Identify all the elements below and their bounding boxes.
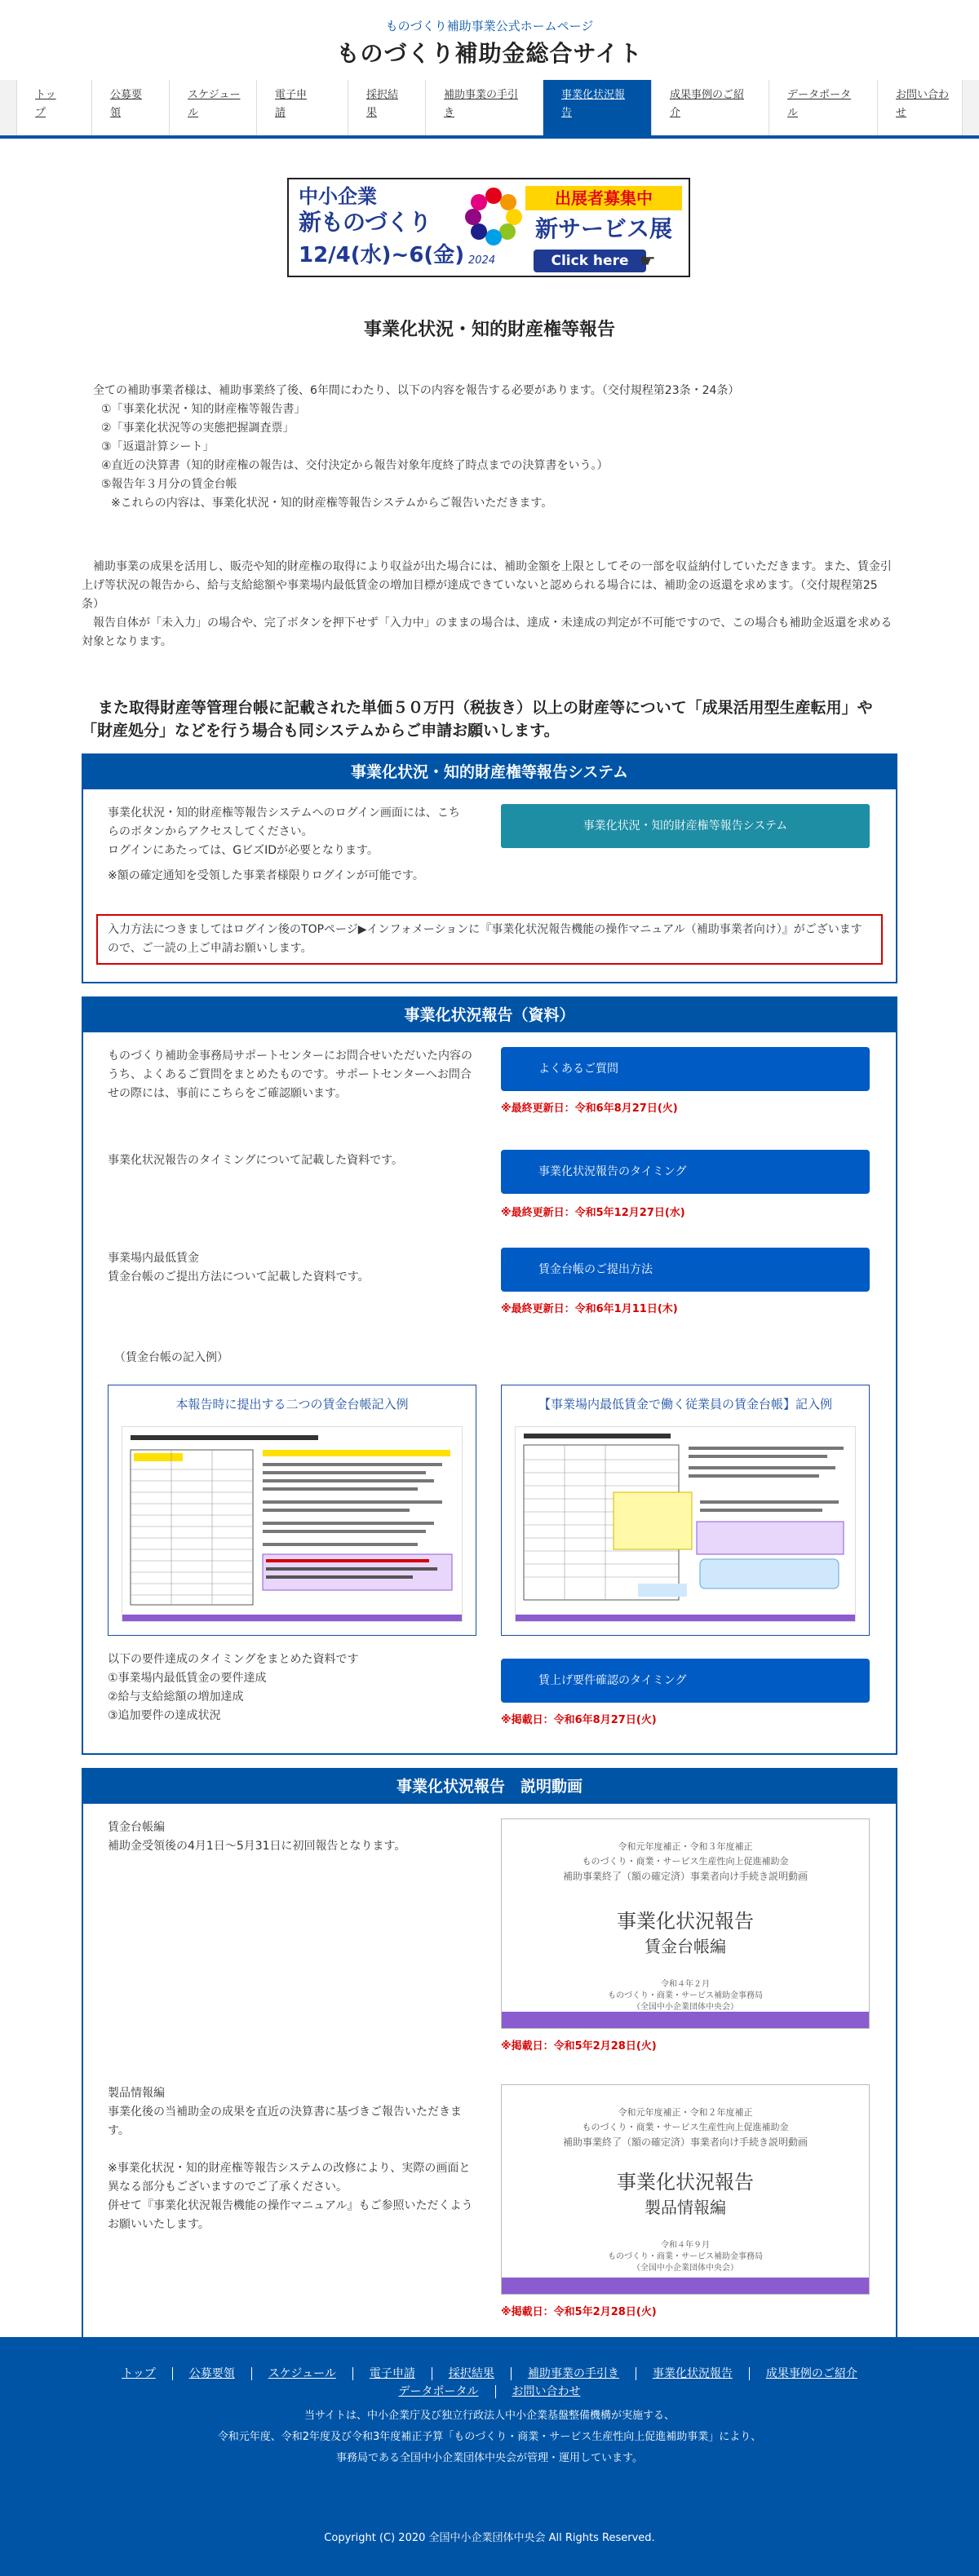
manual-notice: 入力方法につきましてはログイン後のTOPページ▶インフォメーションに『事業化状況報告機能の操作マニュアル（補助事業者向け）』がございますので、ご一読の上ご申請お願いします。 <box>96 914 883 965</box>
site-footer <box>0 2337 979 2576</box>
intro-section <box>93 382 893 513</box>
footer-note-line: 令和元年度、令和2年度及び令和3年度補正予算「ものづくり・商業・サービス生産性向上促進補助事業」により、 <box>217 2431 762 2443</box>
nav-item-handbook[interactable]: 補助事業の手引 き <box>425 80 543 135</box>
footer-nav <box>82 2365 897 2401</box>
nav-item-business-report[interactable]: 事業化状況報 告 <box>543 80 651 135</box>
report-documents-box <box>82 996 897 1755</box>
raise-text: 以下の要件達成のタイミングをまとめた資料です <box>108 1653 359 1666</box>
hand-cursor-icon: ☛ <box>640 251 656 272</box>
video-bar <box>502 2278 869 2294</box>
nav-item-schedule[interactable]: スケジュー ル <box>169 80 256 135</box>
report-system-box <box>82 753 897 983</box>
repayment-section <box>82 558 894 652</box>
sample-document-image <box>122 1426 463 1622</box>
sample-label: （賃金台帳の記入例） <box>114 1351 228 1364</box>
wage-text: 事業場内最低賃金 <box>108 1252 199 1265</box>
banner-line2: 新ものづくり <box>299 209 432 236</box>
wage-video-update-date: ※掲載日：令和5年2月28日(火) <box>501 2040 657 2052</box>
footer-link-handbook[interactable]: 補助事業の手引き <box>511 2367 636 2380</box>
intro-item: ①「事業化状況・知的財産権等報告書」 <box>101 403 306 416</box>
footer-note-line: 事務局である全国中小企業団体中央会が管理・運用しています。 <box>336 2452 643 2464</box>
wage-ledger-button[interactable]: 賃金台帳のご提出方法 <box>501 1248 870 1292</box>
raise-text: ②給与支給総額の増加達成 <box>108 1690 244 1703</box>
raise-timing-button[interactable]: 賃上げ要件確認のタイミング <box>501 1659 870 1703</box>
system-text: 事業化状況・知的財産権等報告システムへのログイン画面には、こちらのボタンからアクセスしてください。 <box>108 806 460 838</box>
box-heading: 事業化状況報告 説明動画 <box>83 1770 896 1804</box>
footer-link-case-studies[interactable]: 成果事例のご紹介 <box>749 2367 874 2380</box>
sample-title: 【事業場内最低賃金で働く従業員の賃金台帳】記入例 <box>538 1397 832 1412</box>
footer-note <box>0 2406 979 2469</box>
banner-line1: 中小企業 <box>299 185 377 208</box>
banner-dates: 12/4(水)~6(金) <box>299 243 465 267</box>
flower-logo-icon <box>462 184 525 248</box>
video-text: 補助金受領後の4月1日～5月31日に初回報告となります。 <box>108 1840 406 1853</box>
footer-link-top[interactable]: トップ <box>122 2367 156 2380</box>
raise-text: ③追加要件の達成状況 <box>108 1709 221 1722</box>
repayment-paragraph: 報告自体が「未入力」の場合や、完了ボタンを押下せず「入力中」のままの場合は、達成・未達成の判定が不可能ですので、この場合も補助金返還を求める対象となります。 <box>82 616 893 648</box>
banner-badge: 出展者募集中 <box>525 186 682 210</box>
exhibition-banner[interactable] <box>287 178 690 277</box>
box-heading: 事業化状況報告（資料） <box>83 998 896 1032</box>
intro-lead: 全ての補助事業者様は、補助事業終了後、6年間にわたり、以下の内容を報告する必要があります。（交付規程第23条・24条） <box>93 384 740 397</box>
site-title[interactable]: ものづくり補助金総合サイト <box>336 40 643 67</box>
sample-document-image <box>515 1426 856 1622</box>
raise-requirement-description <box>108 1650 475 1725</box>
repayment-paragraph: 補助事業の成果を活用し、販売や知的財産権の取得により収益が出た場合には、補助金額を上限としてその一部を収益納付していただきます。また、賃金引上げ等状況の報告から、給与支給総額や事業場内最低賃金の増加目標が達成できていないと認められる場合には、補助金の返還を求めます。（交付規程第25条） <box>82 560 892 611</box>
nav-item-e-application[interactable]: 電子申 請 <box>256 80 348 135</box>
min-wage-sample-card[interactable] <box>501 1385 870 1636</box>
banner-year: 2024 <box>468 254 496 267</box>
timing-update-date: ※最終更新日：令和5年12月27日(水) <box>501 1207 685 1219</box>
faq-description: ものづくり補助金事務局サポートセンターにお問合せいただいた内容のうち、よくあるご質問をまとめたものです。サポートセンターへお問合せの際には、事前にこちらをご確認願います。 <box>108 1049 473 1100</box>
intro-item: ④直近の決算書（知的財産権の報告は、交付決定から報告対象年度終了時点までの決算書をいう。） <box>101 459 609 472</box>
raise-update-date: ※掲載日：令和6年8月27日(火) <box>501 1714 657 1726</box>
global-nav <box>0 80 979 139</box>
wage-text: 賃金台帳のご提出方法について記載した資料です。 <box>108 1270 370 1284</box>
system-text: ※額の確定通知を受領した事業者様限りログインが可能です。 <box>108 869 424 882</box>
video-text: 事業化後の当補助金の成果を直近の決算書に基づきご報告いただきます。 <box>108 2105 462 2137</box>
sample-bar <box>122 1615 463 1621</box>
footer-link-business-report[interactable]: 事業化状況報告 <box>636 2367 749 2380</box>
footer-link-contact[interactable]: お問い合わせ <box>495 2385 597 2398</box>
wage-description <box>108 1249 475 1287</box>
product-info-video[interactable]: 令和元年度補正・令和２年度補正 ものづくり・商業・サービス生産性向上促進補助金 補助事業終了（額の確定済）事業者向け手続き説明動画 事業化状況報告 製品情報編 令和４年９月 ものづくり・商業・サービス補助金事務局 （全国中小企業団体中央会） <box>501 2084 870 2295</box>
video-text: 製品情報編 <box>108 2087 165 2100</box>
footer-link-e-application[interactable]: 電子申請 <box>352 2367 432 2380</box>
property-notice: また取得財産等管理台帳に記載された単価５０万円（税抜き）以上の財産等について「成果活用型生産転用」や「財産処分」などを行う場合も同システムからご申請お願いします。 <box>82 699 873 740</box>
sample-bar <box>516 1615 856 1621</box>
nav-item-top[interactable]: トッ プ <box>16 80 91 135</box>
nav-item-data-portal[interactable]: データポータ ル <box>769 80 877 135</box>
wage-ledger-sample-card[interactable] <box>108 1385 476 1636</box>
timing-description: 事業化状況報告のタイミングについて記載した資料です。 <box>108 1154 404 1167</box>
nav-item-case-studies[interactable]: 成果事例のご紹 介 <box>651 80 769 135</box>
page-title: 事業化状況・知的財産権等報告 <box>363 320 615 340</box>
faq-button[interactable]: よくあるご質問 <box>501 1047 870 1091</box>
sample-title: 本報告時に提出する二つの賃金台帳記入例 <box>175 1397 409 1412</box>
nav-item-contact[interactable]: お問い合わ せ <box>877 80 963 135</box>
wage-video-description <box>108 1818 475 1856</box>
report-system-button[interactable]: 事業化状況・知的財産権等報告システム <box>501 804 870 848</box>
footer-link-data-portal[interactable]: データポータル <box>398 2385 479 2398</box>
system-text: ログインにあたっては、GビズIDが必要となります。 <box>108 844 379 857</box>
nav-item-results[interactable]: 採択結 果 <box>348 80 425 135</box>
intro-item: ⑤報告年３月分の賃金台帳 <box>101 478 237 491</box>
explanation-video-box <box>82 1768 897 2339</box>
footer-link-guidelines[interactable]: 公募要領 <box>172 2367 251 2380</box>
timing-button[interactable]: 事業化状況報告のタイミング <box>501 1150 870 1194</box>
copyright: Copyright (C) 2020 全国中小企業団体中央会 All Rights Reserved. <box>324 2532 655 2544</box>
wage-update-date: ※最終更新日：令和6年1月11日(木) <box>501 1303 678 1315</box>
banner-tagline: 新サービス展 <box>534 215 672 242</box>
site-subtitle: ものづくり補助事業公式ホームページ <box>385 19 594 33</box>
box-heading: 事業化状況・知的財産権等報告システム <box>83 755 896 789</box>
banner-click-button[interactable]: Click here <box>534 250 646 272</box>
nav-item-guidelines[interactable]: 公募要 領 <box>91 80 169 135</box>
intro-item: ②「事業化状況等の実態把握調査票」 <box>101 422 295 435</box>
product-video-description <box>108 2084 475 2234</box>
video-text: ※事業化状況・知的財産権等報告システムの改修により、実際の画面と異なる部分もございますのでご了承ください。 <box>108 2162 471 2194</box>
system-description <box>108 804 467 886</box>
site-header <box>0 0 979 80</box>
raise-text: ①事業場内最低賃金の要件達成 <box>108 1672 267 1685</box>
footer-link-results[interactable]: 採択結果 <box>432 2367 511 2380</box>
intro-item: ③「返還計算シート」 <box>101 440 215 453</box>
footer-note-line: 当サイトは、中小企業庁及び独立行政法人中小企業基盤整備機構が実施する、 <box>303 2410 676 2422</box>
wage-ledger-video[interactable]: 令和元年度補正・令和３年度補正 ものづくり・商業・サービス生産性向上促進補助金 補助事業終了（額の確定済）事業者向け手続き説明動画 事業化状況報告 賃金台帳編 令和４年２月 ものづくり・商業・サービス補助金事務局 （全国中小企業団体中央会） <box>501 1818 870 2029</box>
footer-link-schedule[interactable]: スケジュール <box>251 2367 352 2380</box>
product-video-update-date: ※掲載日：令和5年2月28日(火) <box>501 2306 657 2318</box>
video-bar <box>502 2012 869 2028</box>
video-text: 賃金台帳編 <box>108 1821 165 1834</box>
faq-update-date: ※最終更新日：令和6年8月27日(火) <box>501 1102 678 1115</box>
video-text: 併せて『事業化状況報告機能の操作マニュアル』もご参照いただくようお願いいたします。 <box>108 2199 473 2231</box>
intro-note: ※これらの内容は、事業化状況・知的財産権等報告システムからご報告いただきます。 <box>111 497 553 510</box>
